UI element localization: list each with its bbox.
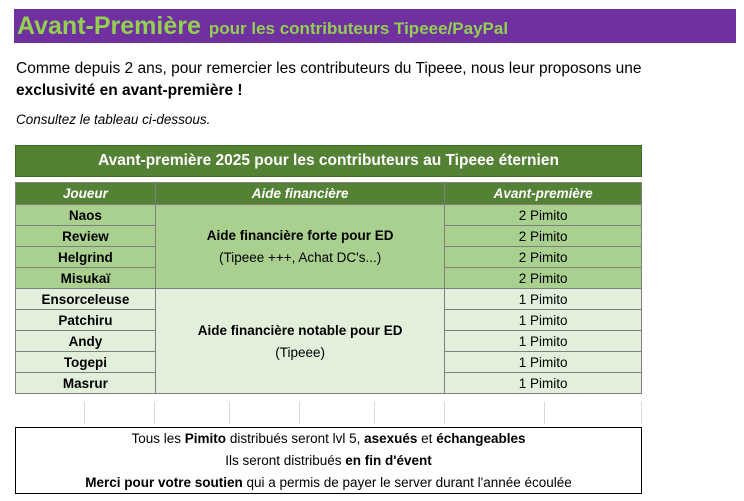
banner-title: Avant-Première xyxy=(17,12,201,40)
footer-text: distribués seront lvl 5, xyxy=(226,431,365,446)
table-title: Avant-première 2025 pour les contributeurs au Tipeee éternien xyxy=(15,145,642,177)
table-row xyxy=(16,289,642,310)
footer-bold: Merci pour votre soutien xyxy=(85,475,243,490)
footer-notes xyxy=(15,427,642,494)
reward-cell: 2 Pimito xyxy=(445,247,642,268)
aid-label: Aide financière notable pour ED xyxy=(197,322,403,338)
footer-bold: échangeables xyxy=(436,431,526,446)
player-cell: Misukaï xyxy=(16,268,156,289)
reward-cell: 2 Pimito xyxy=(445,226,642,247)
empty-cell xyxy=(85,402,155,424)
footer-text: Ils seront distribués xyxy=(225,453,346,468)
footer-bold: asexués xyxy=(364,431,418,446)
player-cell: Togepi xyxy=(16,352,156,373)
reward-cell: 1 Pimito xyxy=(445,373,642,394)
empty-cell xyxy=(230,402,300,424)
reward-cell: 1 Pimito xyxy=(445,289,642,310)
intro-bold-line: exclusivité en avant-première ! xyxy=(16,82,243,99)
banner-subtitle: pour les contributeurs Tipeee/PayPal xyxy=(208,19,509,38)
player-cell: Review xyxy=(16,226,156,247)
reward-cell: 1 Pimito xyxy=(445,310,642,331)
player-cell: Patchiru xyxy=(16,310,156,331)
empty-cell xyxy=(15,402,85,424)
aid-label: Aide financière forte pour ED xyxy=(206,228,394,243)
header-player: Joueur xyxy=(16,183,156,205)
footer-line-2 xyxy=(16,450,641,472)
aid-detail: (Tipeee) xyxy=(275,344,325,360)
player-cell: Masrur xyxy=(16,373,156,394)
footer-text: qui a permis de payer le server durant l'année écoulée xyxy=(242,475,572,490)
spreadsheet-table xyxy=(15,145,642,494)
reward-cell: 2 Pimito xyxy=(445,205,642,226)
empty-grid-row xyxy=(15,402,642,424)
empty-cell xyxy=(375,402,445,424)
footer-text: Tous les xyxy=(131,431,185,446)
intro-paragraph xyxy=(16,58,731,102)
player-cell: Ensorceleuse xyxy=(16,289,156,310)
empty-cell xyxy=(155,402,230,424)
header-row xyxy=(16,183,642,205)
empty-cell xyxy=(445,402,545,424)
rewards-table xyxy=(15,182,642,394)
player-cell: Naos xyxy=(16,205,156,226)
note-text: Consultez le tableau ci-dessous. xyxy=(16,112,211,127)
intro-line: Comme depuis 2 ans, pour remercier les contributeurs du Tipeee, nous leur proposons une xyxy=(16,60,642,77)
aid-cell-tier1 xyxy=(155,205,444,289)
reward-cell: 2 Pimito xyxy=(445,268,642,289)
reward-cell: 1 Pimito xyxy=(445,331,642,352)
footer-bold: Pimito xyxy=(184,431,227,446)
aid-detail: (Tipeee +++, Achat DC's...) xyxy=(218,250,382,265)
player-cell: Helgrind xyxy=(16,247,156,268)
header-aid: Aide financière xyxy=(155,183,444,205)
footer-line-3 xyxy=(16,472,641,494)
reward-cell: 1 Pimito xyxy=(445,352,642,373)
footer-line-1 xyxy=(16,428,641,450)
aid-cell-tier2 xyxy=(155,289,444,394)
footer-bold: en fin d'évent xyxy=(345,453,432,468)
player-cell: Andy xyxy=(16,331,156,352)
table-row xyxy=(16,205,642,226)
title-banner xyxy=(14,9,736,43)
header-reward: Avant-première xyxy=(445,183,642,205)
empty-cell xyxy=(300,402,375,424)
empty-cell xyxy=(545,402,642,424)
footer-text: et xyxy=(417,431,437,446)
